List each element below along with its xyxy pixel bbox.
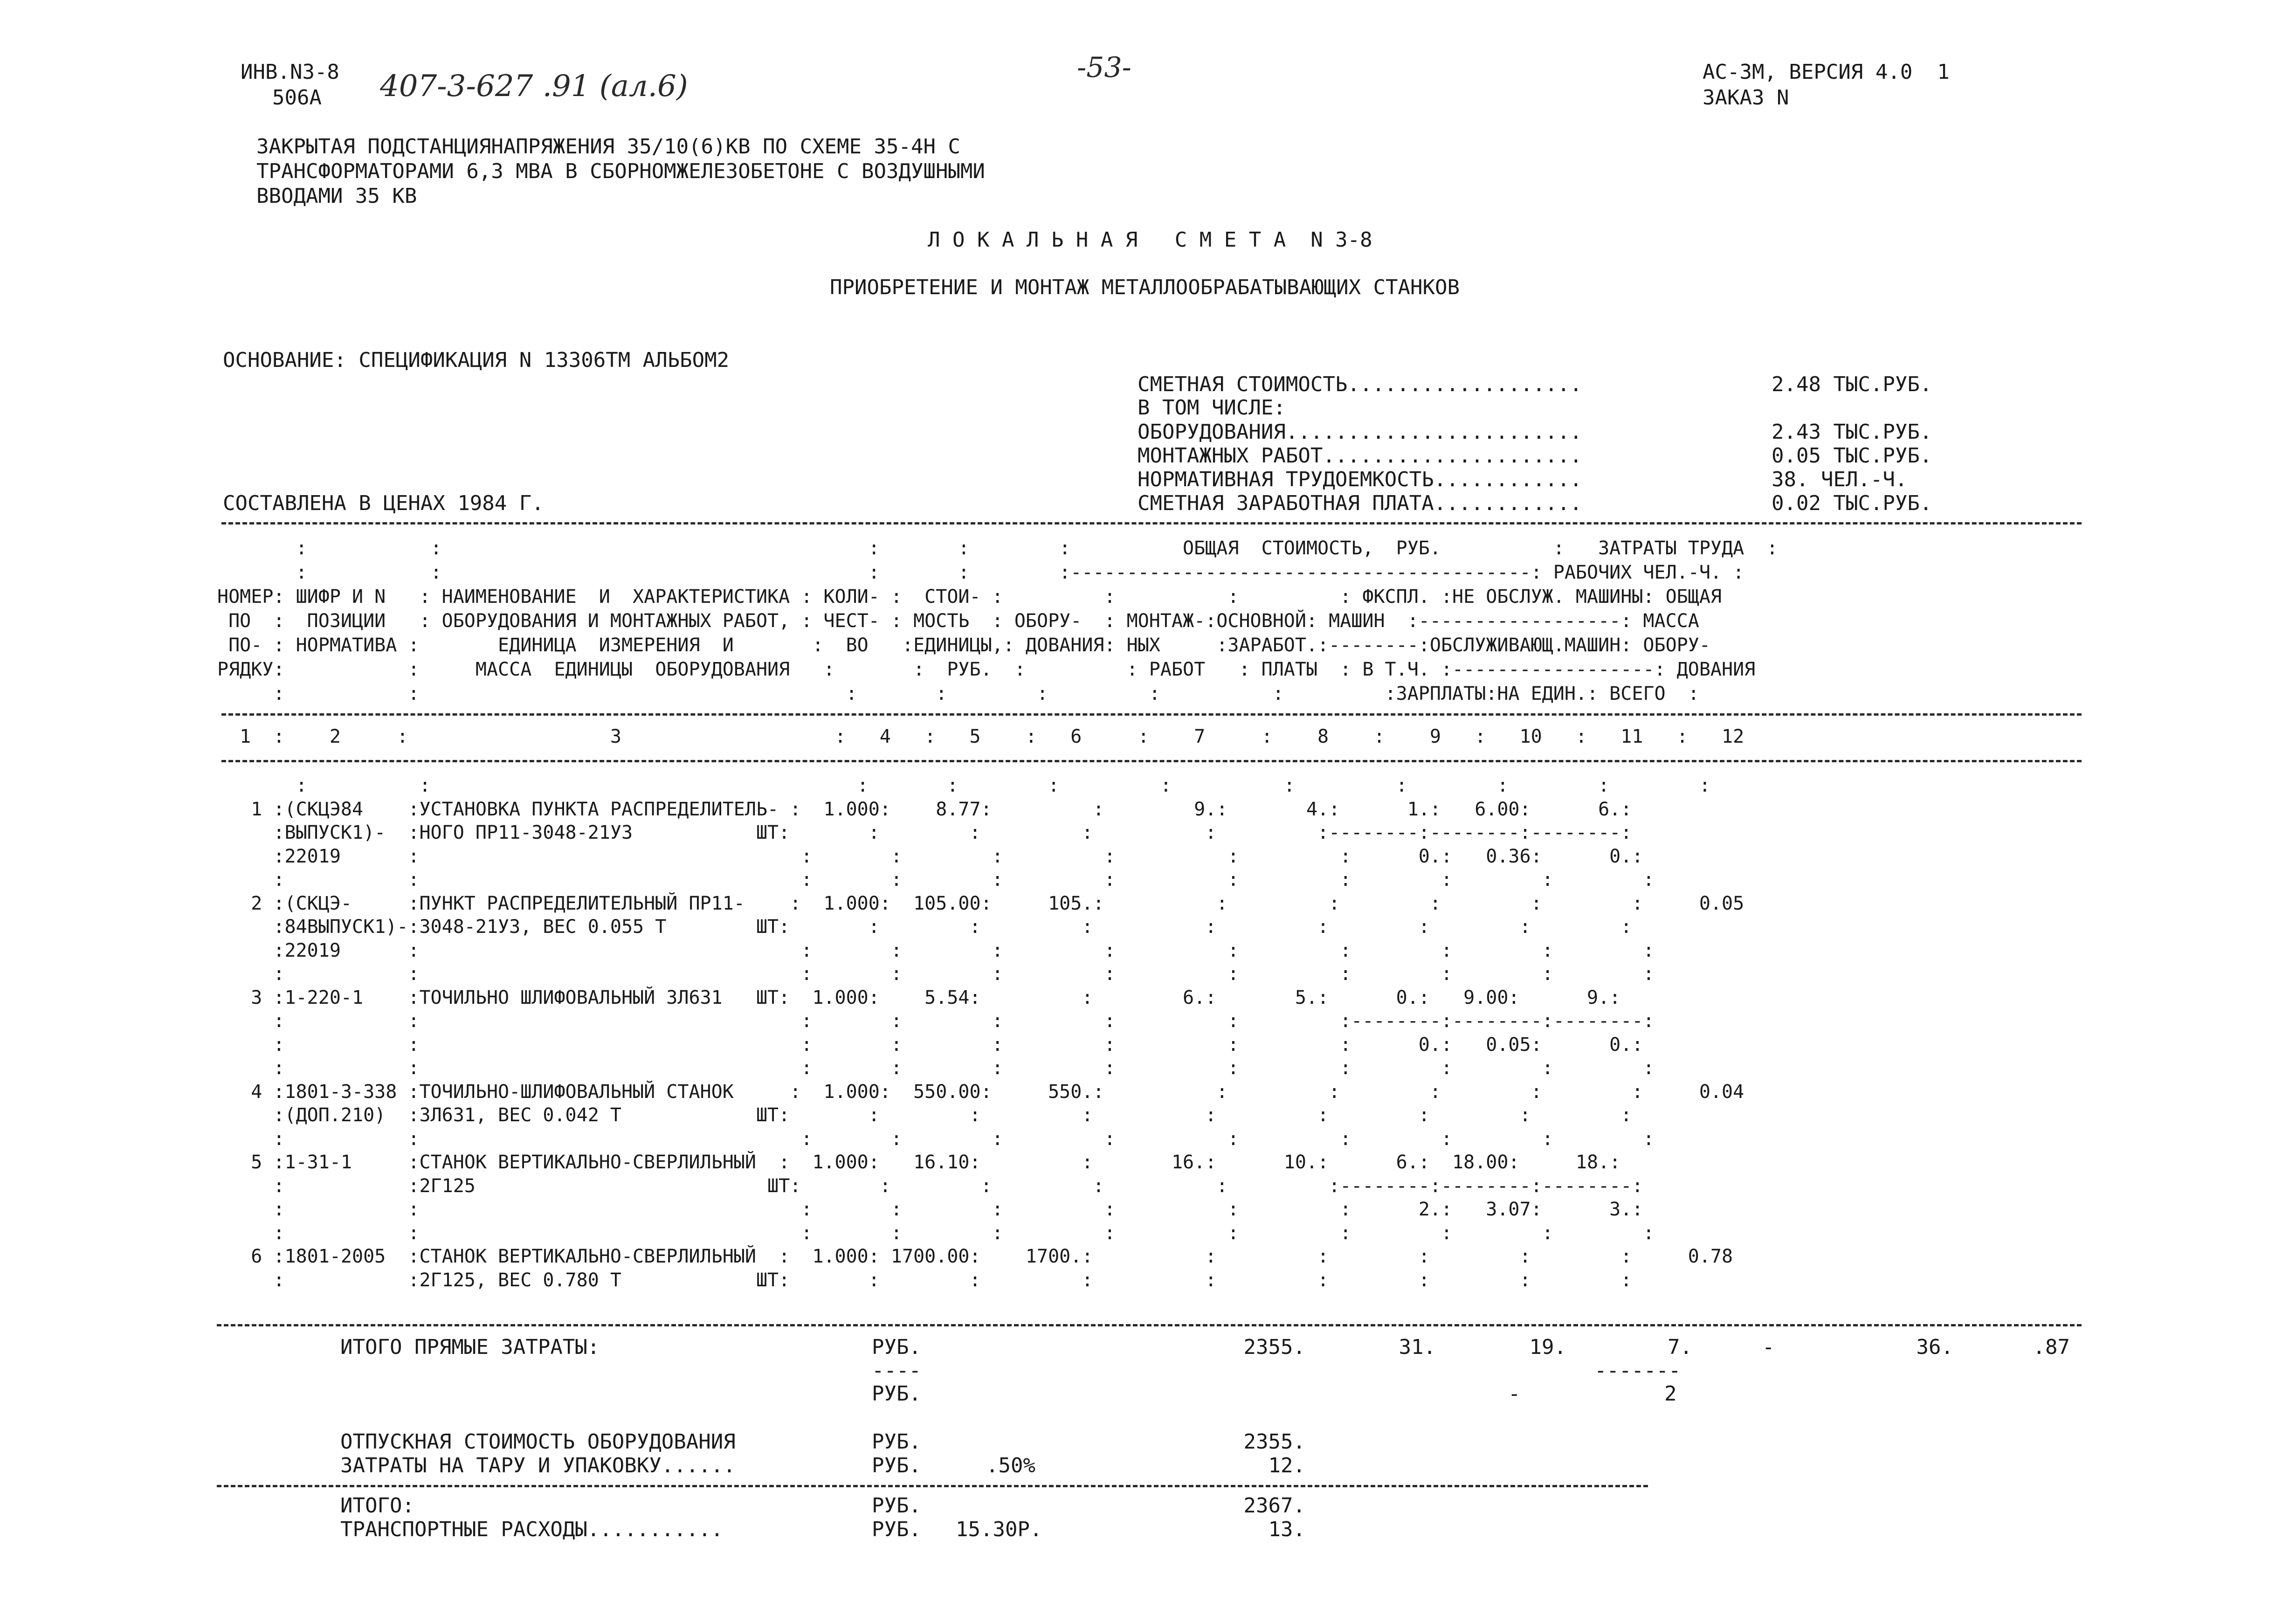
- transport-rate: 15.30Р.: [956, 1518, 1042, 1541]
- divider: [221, 760, 2082, 762]
- divider: [221, 522, 2082, 524]
- direct-machines-total: 7.: [1668, 1335, 1692, 1359]
- table-row: : :2Г125, ВЕС 0.780 Т ШТ: : : : : : : : :: [217, 1269, 1632, 1291]
- second-unit: РУБ.: [872, 1382, 921, 1406]
- inventory-sub: 506А: [272, 86, 322, 110]
- summary-label: СМЕТНАЯ ЗАРАБОТНАЯ ПЛАТА............: [1138, 491, 1582, 515]
- packaging-unit: РУБ.: [872, 1454, 921, 1477]
- system-version: АС-3М, ВЕРСИЯ 4.0 1: [1703, 60, 1950, 84]
- handwritten-code: 407-3-627 .91 (ал.6): [380, 69, 688, 104]
- packaging-label: ЗАТРАТЫ НА ТАРУ И УПАКОВКУ......: [340, 1454, 736, 1477]
- inventory-number: ИНВ.N3-8: [241, 60, 339, 84]
- equipment-price-unit: РУБ.: [872, 1430, 921, 1454]
- table-row: 1 :(СКЦЭ84 :УСТАНОВКА ПУНКТА РАСПРЕДЕЛИТЕЛЬ- : 1.000: 8.77: : 9.: 4.: 1.: 6.00: 6.:: [217, 798, 1632, 820]
- second-value-machines: 2: [1664, 1382, 1677, 1406]
- summary-value: 0.05 ТЫС.РУБ.: [1772, 444, 1932, 468]
- transport-unit: РУБ.: [872, 1518, 921, 1541]
- second-dash-long: -------: [1594, 1359, 1681, 1382]
- table-row: : : : : : : : : : : :: [217, 869, 1655, 890]
- page-number: -53-: [1077, 51, 1131, 84]
- order-label: ЗАКАЗ N: [1703, 86, 1789, 110]
- header-line: : : : : : : : :ЗАРПЛАТЫ:НА ЕДИН.: ВСЕГО :: [217, 683, 1699, 704]
- table-row: 6 :1801-2005 :СТАНОК ВЕРТИКАЛЬНО-СВЕРЛИЛЬНЫЙ : 1.000: 1700.00: 1700.: : : : : : 0.78: [217, 1246, 1733, 1267]
- table-row: :ВЫПУСК1)- :НОГО ПР11-3048-21У3 ШТ: : : : : :--------:--------:--------:: [217, 822, 1632, 843]
- project-line-1: ЗАКРЫТАЯ ПОДСТАНЦИЯНАПРЯЖЕНИЯ 35/10(6)КВ ПО СХЕМЕ 35-4Н С: [256, 135, 960, 159]
- summary-value: 2.48 ТЫС.РУБ.: [1772, 373, 1932, 396]
- transport-value: 13.: [1268, 1518, 1305, 1541]
- direct-wages-total: 19.: [1529, 1335, 1566, 1359]
- summary-label: СМЕТНАЯ СТОИМОСТЬ...................: [1138, 373, 1582, 396]
- summary-label: ОБОРУДОВАНИЯ........................: [1138, 420, 1582, 444]
- header-line: : : : : : ОБЩАЯ СТОИМОСТЬ, РУБ. : ЗАТРАТЫ ТРУДА :: [217, 538, 1778, 559]
- second-dash-short: ----: [872, 1359, 921, 1382]
- summary-label: МОНТАЖНЫХ РАБОТ.....................: [1138, 444, 1582, 468]
- summary-label: В ТОМ ЧИСЛЕ:: [1138, 396, 1286, 420]
- table-header: [217, 536, 1778, 706]
- table-row: : : : : : : : : : : :: [217, 963, 1655, 985]
- equipment-price-value: 2355.: [1243, 1430, 1305, 1454]
- table-row: : : : : : : : : : : :: [217, 1057, 1655, 1079]
- direct-labor-total: 36.: [1916, 1335, 1953, 1359]
- direct-equipment-total: 2355.: [1243, 1335, 1305, 1359]
- direct-costs-label: ИТОГО ПРЯМЫЕ ЗАТРАТЫ:: [340, 1335, 600, 1359]
- project-line-3: ВВОДАМИ 35 КВ: [256, 184, 417, 208]
- direct-unit-labor: -: [1762, 1335, 1775, 1359]
- header-line: РЯДКУ: : МАССА ЕДИНИЦЫ ОБОРУДОВАНИЯ : : РУБ. : : РАБОТ : ПЛАТЫ : В Т.Ч. :------------------: ДОВАНИЯ: [217, 659, 1756, 680]
- total-value: 2367.: [1243, 1494, 1305, 1518]
- packaging-rate: .50%: [986, 1454, 1035, 1477]
- project-line-2: ТРАНСФОРМАТОРАМИ 6,3 МВА В СБОРНОМЖЕЛЕЗОБЕТОНЕ С ВОЗДУШНЫМИ: [256, 159, 985, 183]
- header-line: НОМЕР: ШИФР И N : НАИМЕНОВАНИЕ И ХАРАКТЕРИСТИКА : КОЛИ- : СТОИ- : : : : ФКСПЛ. :НЕ ОБСЛУЖ. МАШИНЫ: ОБЩАЯ: [217, 586, 1722, 607]
- document-title: Л О К А Л Ь Н А Я С М Е Т А N 3-8: [928, 228, 1372, 252]
- equipment-price-label: ОТПУСКНАЯ СТОИМОСТЬ ОБОРУДОВАНИЯ: [340, 1430, 736, 1454]
- table-row: 2 :(СКЦЭ- :ПУНКТ РАСПРЕДЕЛИТЕЛЬНЫЙ ПР11- : 1.000: 105.00: 105.: : : : : : 0.05: [217, 892, 1744, 914]
- table-row: : : : : : : : :--------:--------:--------:: [217, 1010, 1655, 1032]
- divider: [221, 713, 2082, 716]
- total-unit: РУБ.: [872, 1494, 921, 1518]
- prices-year: СОСТАВЛЕНА В ЦЕНАХ 1984 Г.: [223, 491, 544, 515]
- divider: [217, 1324, 2082, 1326]
- table-row: 3 :1-220-1 :ТОЧИЛЬНО ШЛИФОВАЛЬНЫЙ 3Л631 ШТ: 1.000: 5.54: : 6.: 5.: 0.: 9.00: 9.:: [217, 987, 1621, 1008]
- transport-label: ТРАНСПОРТНЫЕ РАСХОДЫ...........: [340, 1518, 724, 1541]
- total-label: ИТОГО:: [340, 1494, 414, 1518]
- table-row: :22019 : : : : : : : 0.: 0.36: 0.:: [217, 845, 1643, 867]
- table-row: :84ВЫПУСК1)-:3048-21У3, ВЕС 0.055 Т ШТ: : : : : : : : :: [217, 916, 1632, 938]
- table-row: : : : : : : : : 0.: 0.05: 0.:: [217, 1034, 1643, 1056]
- second-value-wages: -: [1508, 1382, 1521, 1406]
- table-row: 4 :1801-3-338 :ТОЧИЛЬНО-ШЛИФОВАЛЬНЫЙ СТАНОК : 1.000: 550.00: 550.: : : : : : 0.04: [217, 1081, 1744, 1103]
- summary-value: 0.02 ТЫС.РУБ.: [1772, 491, 1932, 515]
- direct-costs-unit: РУБ.: [872, 1335, 921, 1359]
- table-row: : : : : : : : : : : :: [217, 1222, 1655, 1244]
- table-row: 5 :1-31-1 :СТАНОК ВЕРТИКАЛЬНО-СВЕРЛИЛЬНЫЙ : 1.000: 16.10: : 16.: 10.: 6.: 18.00: 18.:: [217, 1152, 1621, 1173]
- table-body: [217, 774, 1744, 1292]
- header-line: : : : : :-----------------------------------------: РАБОЧИХ ЧЕЛ.-Ч. :: [217, 562, 1744, 583]
- header-line: ПО : ПОЗИЦИИ : ОБОРУДОВАНИЯ И МОНТАЖНЫХ РАБОТ, : ЧЕСТ- : МОСТЬ : ОБОРУ- : МОНТАЖ-:ОСНОВНОЙ: МАШИН :------------------: МАССА: [217, 610, 1699, 632]
- summary-value: 2.43 ТЫС.РУБ.: [1772, 420, 1932, 444]
- document-subtitle: ПРИОБРЕТЕНИЕ И МОНТАЖ МЕТАЛЛООБРАБАТЫВАЮЩИХ СТАНКОВ: [830, 276, 1460, 299]
- packaging-value: 12.: [1268, 1454, 1305, 1477]
- column-numbers: 1 : 2 : 3 : 4 : 5 : 6 : 7 : 8 : 9 : 10 : 11 : 12: [217, 726, 1744, 747]
- direct-mass-total: .87: [2033, 1335, 2070, 1359]
- table-row: : : : : : : : : 2.: 3.07: 3.:: [217, 1199, 1643, 1220]
- table-row: : : : : : : : : : : :: [217, 775, 1710, 796]
- summary-value: 38. ЧЕЛ.-Ч.: [1772, 468, 1908, 491]
- header-line: ПО- : НОРМАТИВА : ЕДИНИЦА ИЗМЕРЕНИЯ И : ВО :ЕДИНИЦЫ,: ДОВАНИЯ: НЫХ :ЗАРАБОТ.:--------:ОБСЛУЖИВАЮЩ.МАШИН: ОБОРУ-: [217, 635, 1710, 656]
- basis: ОСНОВАНИЕ: СПЕЦИФИКАЦИЯ N 13306ТМ АЛЬБОМ2: [223, 348, 730, 372]
- table-row: :22019 : : : : : : : : : :: [217, 939, 1655, 961]
- table-row: :(ДОП.210) :3Л631, ВЕС 0.042 Т ШТ: : : : : : : : :: [217, 1104, 1632, 1126]
- table-row: : : : : : : : : : : :: [217, 1128, 1655, 1150]
- summary-label: НОРМАТИВНАЯ ТРУДОЕМКОСТЬ............: [1138, 468, 1582, 491]
- direct-installation-total: 31.: [1399, 1335, 1436, 1359]
- divider: [217, 1485, 1648, 1487]
- table-row: : :2Г125 ШТ: : : : : :--------:--------:--------:: [217, 1175, 1643, 1197]
